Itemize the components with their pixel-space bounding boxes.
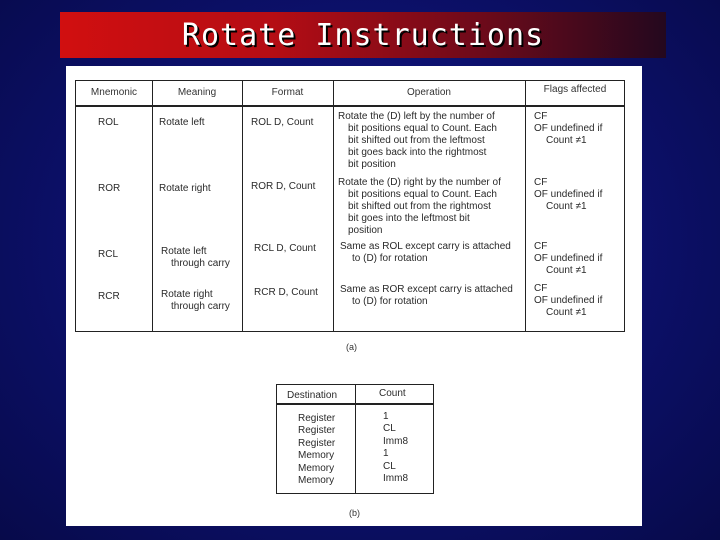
operation-ror: Rotate the (D) right by the number of bit positions equal to Count. Each bit shifted out from the rightmost bit goes into the leftmost bit position	[338, 177, 501, 236]
meaning-ror: Rotate right	[159, 183, 211, 194]
format-rcl: RCL D, Count	[254, 243, 316, 254]
header-count: Count	[379, 388, 406, 399]
operation-rcr: Same as ROR except carry is attached to (D) for rotation	[340, 284, 513, 307]
count-list	[383, 411, 408, 485]
flags-rcr: CF OF undefined if Count ≠1	[534, 283, 603, 318]
list-item: CL	[383, 460, 396, 472]
list-item: Memory	[298, 450, 335, 462]
title-bar	[60, 12, 666, 58]
scanned-figure	[66, 66, 642, 526]
flags-ror: CF OF undefined if Count ≠1	[534, 177, 603, 212]
mnemonic-rcr: RCR	[98, 291, 120, 302]
meaning-rcr: Rotate right through carry	[161, 289, 230, 312]
header-operation: Operation	[407, 87, 451, 98]
header-meaning: Meaning	[177, 87, 217, 98]
flags-rol: CF OF undefined if Count ≠1	[534, 111, 603, 146]
mnemonic-rol: ROL	[98, 117, 119, 128]
list-item: CL	[383, 423, 396, 435]
caption-b: (b)	[349, 508, 360, 518]
format-rol: ROL D, Count	[251, 117, 314, 128]
list-item: Memory	[298, 475, 335, 487]
list-item: 1	[383, 411, 389, 422]
operation-rcl: Same as ROL except carry is attached to (D) for rotation	[340, 241, 511, 264]
rotate-instructions-table	[75, 80, 625, 332]
operation-rol: Rotate the (D) left by the number of bit positions equal to Count. Each bit shifted out from the leftmost bit goes back into the rightmost bit position	[338, 111, 497, 170]
header-flags: Flags affected	[543, 84, 607, 95]
caption-a: (a)	[346, 342, 357, 352]
destination-count-table	[276, 384, 434, 494]
format-rcr: RCR D, Count	[254, 287, 318, 298]
header-mnemonic: Mnemonic	[90, 87, 138, 98]
column-divider	[525, 81, 526, 331]
meaning-rol: Rotate left	[159, 117, 205, 128]
flags-rcl: CF OF undefined if Count ≠1	[534, 241, 603, 276]
header-destination: Destination	[287, 390, 338, 401]
mnemonic-rcl: RCL	[98, 249, 119, 260]
column-divider	[242, 81, 243, 331]
format-ror: ROR D, Count	[251, 181, 316, 192]
column-divider	[333, 81, 334, 331]
list-item: Register	[298, 425, 336, 437]
list-item: Register	[298, 413, 336, 424]
list-item: Imm8	[383, 435, 408, 447]
meaning-rcl: Rotate left through carry	[161, 246, 230, 269]
mnemonic-ror: ROR	[98, 183, 121, 194]
header-format: Format	[271, 87, 304, 98]
destination-list	[298, 413, 335, 487]
list-item: 1	[383, 448, 389, 460]
column-divider	[355, 385, 356, 493]
list-item: Imm8	[383, 473, 408, 485]
column-divider	[152, 81, 153, 331]
list-item: Memory	[298, 462, 335, 474]
slide-title: Rotate Instructions	[181, 17, 545, 53]
list-item: Register	[298, 437, 336, 449]
